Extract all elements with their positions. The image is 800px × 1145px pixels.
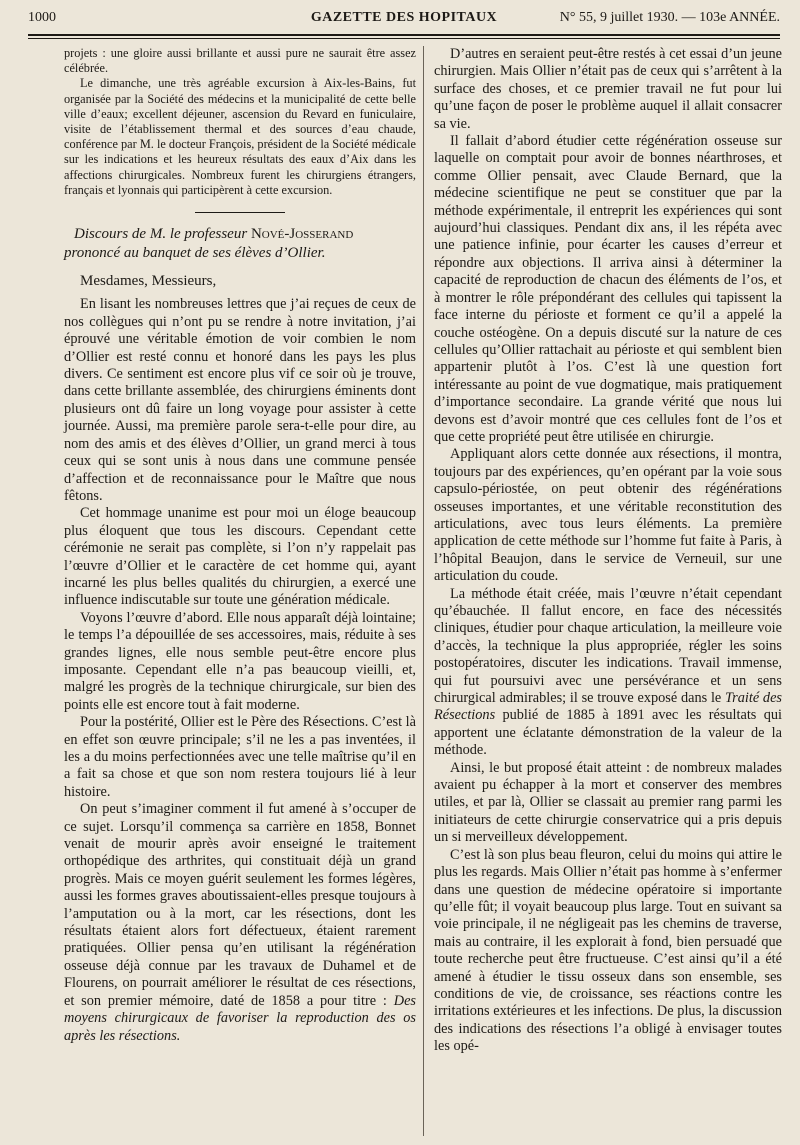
section-separator bbox=[195, 212, 285, 213]
paragraph: Ainsi, le but proposé était atteint : de nombreux malades avaient pu échapper à la mort et conserver des membres utiles, et par là, Ollier se classait au premier rang parmi les initiateurs de cette chirurgie conservatrice qui a pris depuis un si merveilleux développement. bbox=[434, 759, 782, 846]
paragraph-text: publié de 1885 à 1891 avec les résultats qui apportent une éclatante démonstration de la valeur de la méthode. bbox=[434, 707, 782, 759]
column-divider bbox=[423, 46, 424, 1136]
speech-title-part: Discours de M. le professeur bbox=[74, 226, 251, 243]
paragraph-text: La méthode était créée, mais l’œuvre n’était cependant qu’ébauchée. Il fallut encore, en face des nécessités cliniques, étudier pour chaque articulation, la meilleure voie d’accès, la technique la plus appropriée, régler les soins postopératoires, discuter les indications. Travail immense, qui fut poursuivi avec une persévérance et un sens chirurgical admirables; il se trouve exposé dans le bbox=[434, 585, 782, 707]
paragraph: Il fallait d’abord étudier cette régénération osseuse sur laquelle on comptait pour avoir de bonnes néarthroses, et comme Ollier pensait, avec Claude Bernard, que la médecine scientifique ne peut se constituer que par la méthode expérimentale, il entreprit les expériences qui sont aujourd’hui classiques. Pendant dix ans, il les répéta avec une patience infinie, pour écarter les causes d’erreur et répondre aux objections. Il arriva ainsi à déterminer la capacité de reproduction de chacun des éléments de l’os, et à montrer le rôle prépondérant des cellules qui tapissent la face interne du périoste et forment ce qu’il a appelé la couche ostéogène. On a depuis discuté sur la nature de ces cellules qu’Ollier rattachait au périoste et qui semblent bien appartenir plutôt à l’os. C’est là une question fort intéressante au point de vue dogmatique, mais pratiquement d’importance secondaire. La grande vérité que nous lui devons est d’avoir montré que ces cellules font de l’os et que cette propriété peut être utilisée en chirurgie. bbox=[434, 133, 782, 445]
speaker-name: Nové-Josserand bbox=[250, 226, 354, 243]
left-column bbox=[64, 46, 416, 1045]
issue-info: N° 55, 9 juillet 1930. — 103e ANNÉE. bbox=[559, 10, 780, 25]
salutation: Mesdames, Messieurs, bbox=[80, 273, 217, 290]
paragraph: projets : une gloire aussi brillante et aussi pure ne saurait être assez célébrée. bbox=[64, 46, 416, 76]
paragraph: D’autres en seraient peut-être restés à cet essai d’un jeune chirurgien. Mais Ollier n’était pas de ceux qui s’arrêtent à la surface des choses, et ce premier travail ne fut pour lui qu’une façon de poser le problème auquel il allait consacrer sa vie. bbox=[434, 46, 782, 132]
paragraph bbox=[64, 801, 416, 1045]
right-column bbox=[434, 46, 782, 1056]
journal-title: GAZETTE DES HOPITAUX bbox=[310, 10, 498, 25]
paragraph-text: On peut s’imaginer comment il fut amené à s’occuper de ce sujet. Lorsqu’il commença sa carrière en 1858, Bonnet venait de mourir après avoir enseigné le traitement orthopédique des arthrites, qui constituait déjà un grand progrès. Mais ce moyen guérit seulement les formes légères, aussi les formes graves aboutissaient-elles presque toujours à l’amputation ou à la mort, car les résections, dont les résultats étaient alors fort défectueux, étaient rarement pratiquées. Ollier pensa qu’en utilisant la régénération osseuse déjà connue par les travaux de Duhamel et de Flourens, on pourrait améliorer le résultat de ces résections, et son premier mémoire, daté de 1858 a pour titre : bbox=[64, 801, 416, 1009]
memoir-title: Des moyens chirurgicaux de favoriser la reproduction des os après les résections. bbox=[64, 992, 416, 1044]
paragraph bbox=[434, 586, 782, 760]
page-header bbox=[28, 6, 780, 36]
paragraph: C’est là son plus beau fleuron, celui du moins qui attire le plus les regards. Mais Ollier n’était pas homme à s’enfermer dans une question de médecine opératoire si importante qu’elle fût; il voyait beaucoup plus large. Tout en suivant sa voie principale, il ne négligeait pas les chemins de traverse, mais au contraire, il les explorait à fond, bien persuadé que toute recherche peut être fructueuse. C’est ainsi qu’il a été amené à étudier le tissu osseux dans son ensemble, ses conditions de vie, de croissance, ses réactions contre les irritations extérieures et les infections. De plus, la discussion des indications des résections l’a obligé à envisager toutes les opé- bbox=[434, 846, 782, 1055]
treatise-title: Traité des Résections bbox=[434, 690, 782, 724]
speech-title bbox=[64, 225, 416, 263]
paragraph: Cet hommage unanime est pour moi un éloge beaucoup plus éloquent que tous les discours. Cependant cette cérémonie ne serait pas complète, si l’on n’y rappelait pas l’œuvre d’Ollier et le caractère de cet homme qui, ayant incarné les plus belles qualités du chirurgien, a exercé une influence indiscutable sur toute une génération médicale. bbox=[64, 505, 416, 609]
paragraph: Pour la postérité, Ollier est le Père des Résections. C’est là en effet son œuvre principale; s’il ne les a pas inventées, il les a du moins perfectionnées avec une telle maîtrise qu’il en a fait sa chose et que son nom restera toujours lié à leur histoire. bbox=[64, 714, 416, 800]
paragraph: Voyons l’œuvre d’abord. Elle nous apparaît déjà lointaine; le temps l’a dépouillée de ses accessoires, mais, réduite à ses grandes lignes, elle nous semble peut-être encore plus imposante. Cependant elle n’a pas beaucoup vieilli, et, malgré les progrès de la technique chirurgicale, sur bien des points elle est encore tout à fait moderne. bbox=[64, 609, 416, 713]
header-rule-thick bbox=[28, 34, 780, 36]
paragraph: En lisant les nombreuses lettres que j’ai reçues de ceux de nos collègues qui n’ont pu se rendre à notre invitation, j’ai éprouvé une véritable émotion de voir combien le nom d’Ollier est resté connu et honoré dans les pays les plus divers. Ce sentiment est encore plus vif ce soir où je trouve, dans cette brillante assemblée, des chirurgiens éminents dont plusieurs ont dû faire un long voyage pour assister à cette journée. Aussi, ma première parole sera-t-elle pour dire, au nom des amis et des élèves d’Ollier, un grand merci à tous ceux qui se sont unis à nous dans une commune pensée d’affection et de reconnaissance pour le Maître que nous fêtons. bbox=[64, 296, 416, 504]
paragraph: Le dimanche, une très agréable excursion à Aix-les-Bains, fut organisée par la Société des médecins et la municipalité de cette belle ville d’eaux; excellent déjeuner, ascension du Revard en funiculaire, visite de l’établissement thermal et des sources d’eau chaude, conférence par M. le docteur François, président de la Société médicale sur les indications et les heureux résultats des eaux d’Aix dans les affections chirurgicales. Nombreux furent les chirurgiens étrangers, français et lyonnais qui participèrent à cette excursion. bbox=[64, 76, 416, 197]
page-number: 1000 bbox=[28, 10, 56, 25]
header-rule-thin bbox=[28, 38, 780, 39]
speech-title-part: prononcé au banquet de ses élèves d’Ollier. bbox=[64, 245, 326, 262]
paragraph: Appliquant alors cette donnée aux résections, il montra, toujours par des expériences, qu’en opérant par la voie sous capsulo-périostée, on peut obtenir des régénérations osseuses importantes, et une véritable reconstitution des articulations, avec tous leurs éléments. La première application de cette méthode sur l’homme fut faite à Paris, à l’hôpital Beaujon, dans le service de Verneuil, sur une articulation du coude. bbox=[434, 446, 782, 585]
